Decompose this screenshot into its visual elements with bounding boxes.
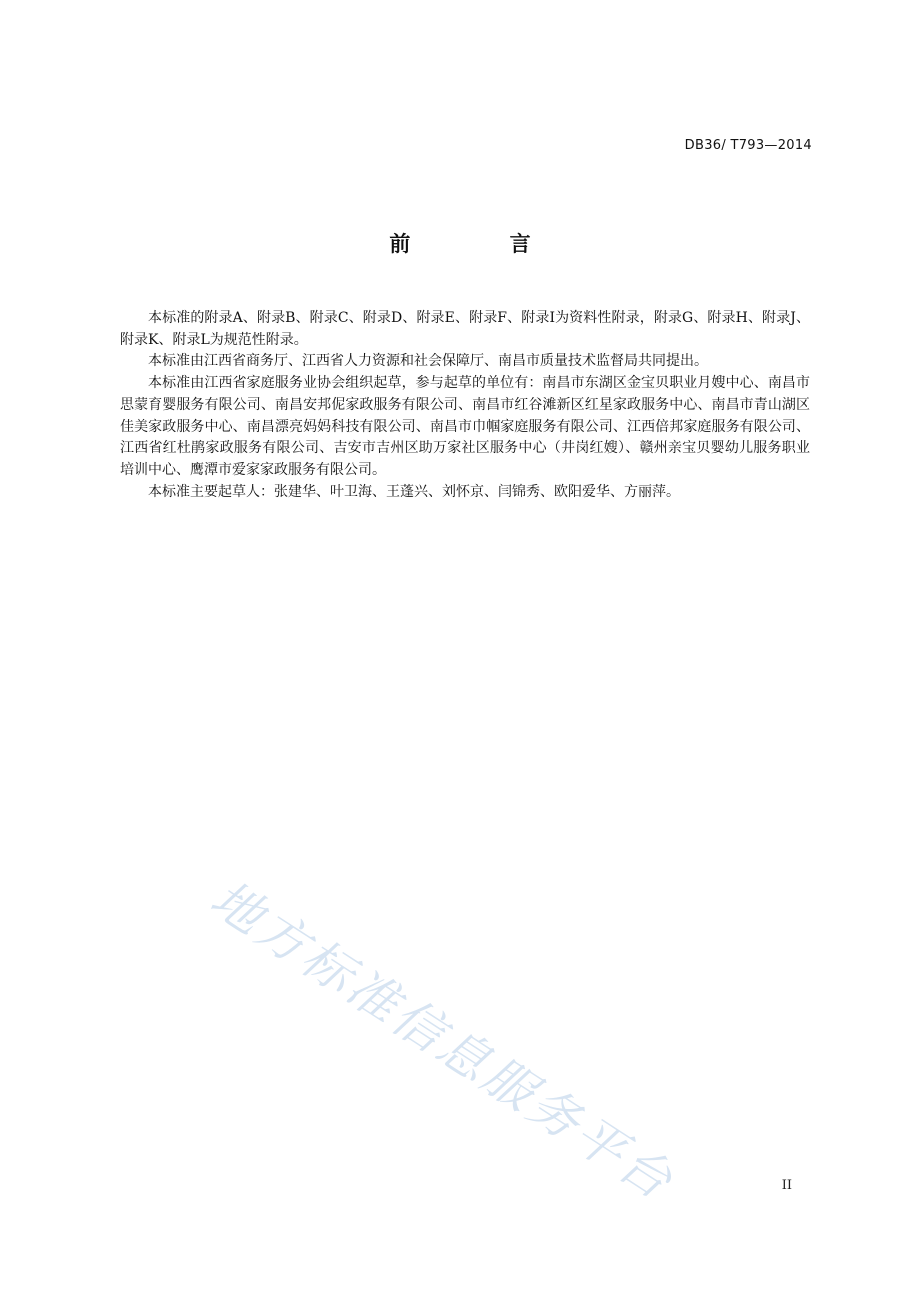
document-code: DB36/ T793—2014 xyxy=(684,138,812,153)
paragraph-drafting-units: 本标准由江西省家庭服务业协会组织起草，参与起草的单位有：南昌市东湖区金宝贝职业月嫂中心、南昌市思蒙育婴服务有限公司、南昌安邦伲家政服务有限公司、南昌市红谷滩新区红星家政服务中心、南昌市青山湖区佳美家政服务中心、南昌漂亮妈妈科技有限公司、南昌市巾帼家庭服务有限公司、江西倍邦家庭服务有限公司、江西省红杜鹃家政服务有限公司、吉安市吉州区助万家社区服务中心（井岗红嫂）、赣州亲宝贝婴幼儿服务职业培训中心、鹰潭市爱家家政服务有限公司。 xyxy=(120,375,810,478)
watermark: 地方标准信息服务平台 xyxy=(200,869,685,1212)
paragraph-proposer: 本标准由江西省商务厅、江西省人力资源和社会保障厅、南昌市质量技术监督局共同提出。 xyxy=(148,353,708,370)
paragraph-appendix: 本标准的附录A、附录B、附录C、附录D、附录E、附录F、附录I为资料性附录，附录G、附录H、附录J、附录K、附录L为规范性附录。 xyxy=(120,310,810,348)
page-title: 前 言 xyxy=(389,232,577,256)
paragraph-drafters: 本标准主要起草人：张建华、叶卫海、王蓬兴、刘怀京、闫锦秀、欧阳爱华、方丽萍。 xyxy=(148,483,680,500)
page-number: II xyxy=(781,1178,792,1193)
foreword-body xyxy=(120,308,810,503)
